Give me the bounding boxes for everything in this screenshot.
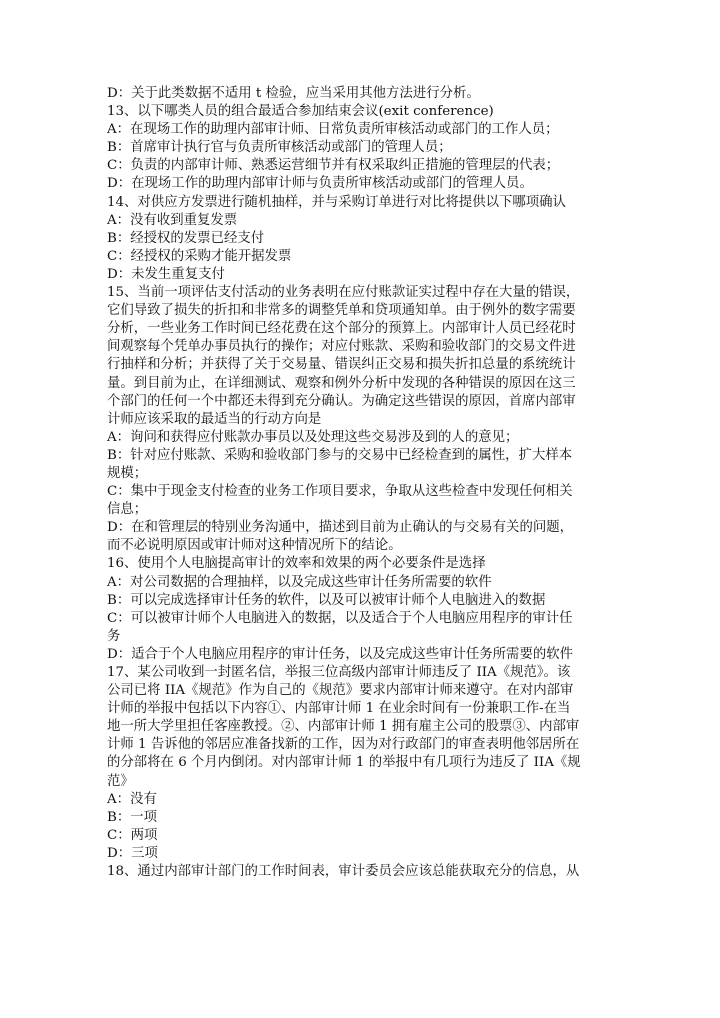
text-line: B：一项 <box>107 809 158 825</box>
text-line: A：询问和获得应付账款办事员以及处理这些交易涉及到的人的意见； <box>107 429 519 445</box>
text-line: 而不必说明原因或审计师对这种情况所下的结论。 <box>107 538 402 554</box>
text-line: C：集中于现金支付检查的业务工作项目要求，争取从这些检查中发现任何相关 <box>107 484 573 500</box>
text-line: 信息； <box>107 502 148 518</box>
text-line: B：首席审计执行官与负责所审核活动或部门的管理人员； <box>107 140 452 156</box>
text-line: A：没有 <box>107 791 157 807</box>
document-page <box>107 85 617 881</box>
text-line: A：对公司数据的合理抽样，以及完成这些审计任务所需要的软件 <box>107 574 492 590</box>
text-line: B：可以完成选择审计任务的软件，以及可以被审计师个人电脑进入的数据 <box>107 592 546 608</box>
text-line: 14、对供应方发票进行随机抽样，并与采购订单进行对比将提供以下哪项确认 <box>107 194 566 210</box>
text-line: 计师 1 告诉他的邻居应准备找新的工作，因为对行政部门的审查表明他邻居所在 <box>107 737 580 753</box>
text-line: 17、某公司收到一封匿名信，举报三位高级内部审计师违反了 IIA《规范》。该 <box>107 665 571 680</box>
text-line: 分析，一些业务工作时间已经花费在这个部分的预算上。内部审计人员已经花时 <box>107 321 576 337</box>
text-line: D：在和管理层的特别业务沟通中，描述到目前为止确认的与交易有关的问题， <box>107 520 574 536</box>
text-line: 公司已将 IIA《规范》作为自己的《规范》要求内部审计师来遵守。在对内部审 <box>107 683 574 699</box>
text-line: D：适合于个人电脑应用程序的审计任务，以及完成这些审计任务所需要的软件 <box>107 646 574 662</box>
text-line: 16、使用个人电脑提高审计的效率和效果的两个必要条件是选择 <box>107 556 486 572</box>
text-line: 量。到目前为止，在详细测试、观察和例外分析中发现的各种错误的原因在这三 <box>107 375 576 391</box>
text-line: 18、通过内部审计部门的工作时间表，审计委员会应该总能获取充分的信息，从 <box>107 864 580 880</box>
text-line: C：负责的内部审计师、熟悉运营细节并有权采取纠正措施的管理层的代表； <box>107 158 560 174</box>
text-line: 15、当前一项评估支付活动的业务表明在应付账款证实过程中存在大量的错误， <box>107 285 580 301</box>
text-line: 规模； <box>107 465 148 481</box>
text-line: C：两项 <box>107 827 158 843</box>
text-line: 计师的举报中包括以下内容①、内部审计师 1 在业余时间有一份兼职工作-在当 <box>107 701 571 717</box>
text-line: 地一所大学里担任客座教授。②、内部审计师 1 拥有雇主公司的股票③、内部审 <box>107 719 580 735</box>
text-line: 个部门的任何一个中都还未得到充分确认。为确定这些错误的原因，首席内部审 <box>107 393 576 409</box>
text-line: C：经授权的采购才能开据发票 <box>107 248 292 264</box>
text-line: 行抽样和分析；并获得了关于交易量、错误纠正交易和损失折扣总量的系统统计 <box>107 357 576 373</box>
text-line: 计师应该采取的最适当的行动方向是 <box>107 411 322 427</box>
text-line: B：针对应付账款、采购和验收部门参与的交易中已经检查到的属性，扩大样本 <box>107 447 573 463</box>
text-line: B：经授权的发票已经支付 <box>107 230 265 246</box>
text-line: 13、以下哪类人员的组合最适合参加结束会议(exit conference) <box>107 104 494 120</box>
text-line: D：三项 <box>107 845 158 861</box>
text-line: A：没有收到重复发票 <box>107 212 238 228</box>
text-line: A：在现场工作的助理内部审计师、日常负责所审核活动或部门的工作人员； <box>107 122 559 138</box>
text-line: D：未发生重复支付 <box>107 266 225 282</box>
text-line: 间观察每个凭单办事员执行的操作；对应付账款、采购和验收部门的交易文件进 <box>107 339 576 355</box>
text-line: D：关于此类数据不适用 t 检验，应当采用其他方法进行分析。 <box>107 86 480 101</box>
text-line: D：在现场工作的助理内部审计师与负责所审核活动或部门的管理人员。 <box>107 176 533 192</box>
text-line: 它们导致了损失的折扣和非常多的调整凭单和贷项通知单。由于例外的数字需要 <box>107 303 576 319</box>
text-line: 范》 <box>107 773 134 789</box>
text-line: 的分部将在 6 个月内倒闭。对内部审计师 1 的举报中有几项行为违反了 IIA《规 <box>107 755 581 771</box>
text-line: 务 <box>107 628 121 644</box>
text-line: C：可以被审计师个人电脑进入的数据，以及适合于个人电脑应用程序的审计任 <box>107 610 573 626</box>
